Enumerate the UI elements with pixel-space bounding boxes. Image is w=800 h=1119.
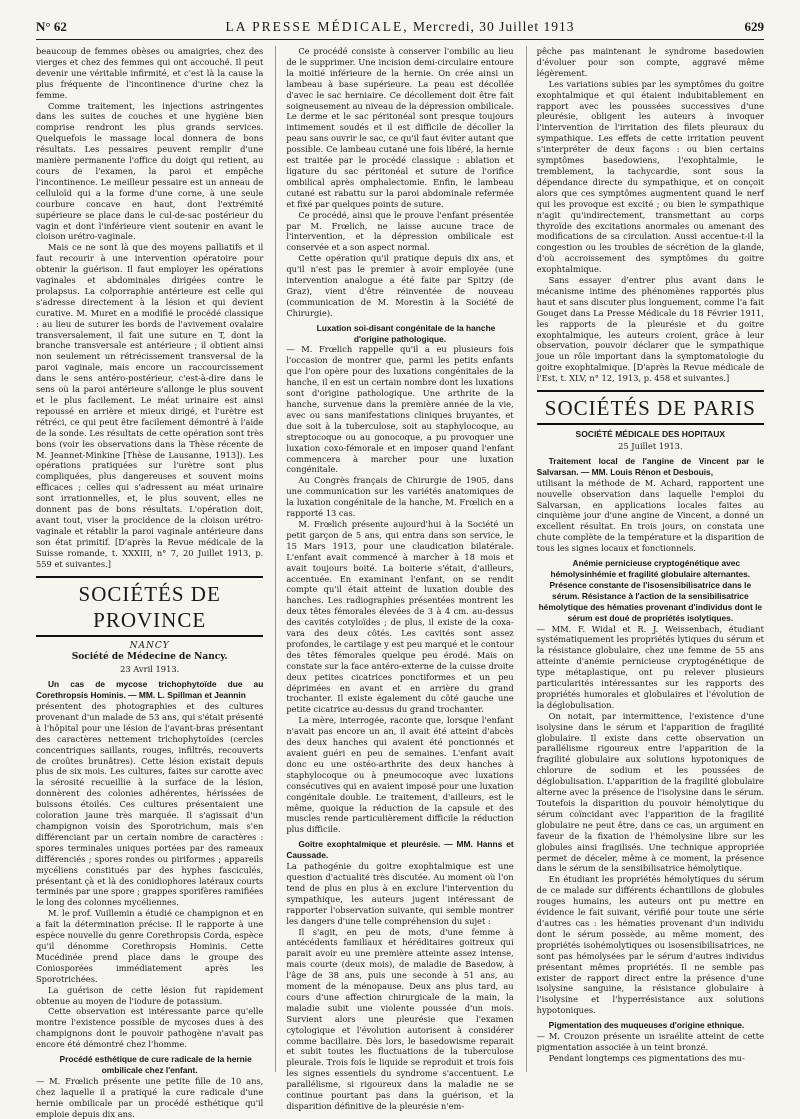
paragraph: — M. Frœlich rappelle qu'il a eu plusieurs fois l'occasion de montrer que, parmi les petits enfants que l'on opère pour des luxations congénitales de la hanche, il en est un certain nombre dont les luxations sont d'origine pathologique. Une arthrite de la hanche, survenue dans la première année de la vie, avec ou sans manifestations cliniques bruyantes, et due soit à la tuberculose, soit au staphylocoque, au streptocoque ou au gonocoque, a pu provoquer une luxation coxo-fémorale et en imposer quand l'enfant commencera à marcher pour une luxation congénitale. bbox=[286, 344, 514, 475]
city-heading: NANCY bbox=[129, 640, 170, 651]
article-title: Luxation soi-disant congénitale de la hanche d'origine pathologique. bbox=[316, 322, 496, 344]
page-number: 629 bbox=[744, 19, 764, 34]
page-header bbox=[36, 14, 764, 40]
section-banner-paris bbox=[537, 390, 764, 425]
session-date: 25 Juillet 1913. bbox=[618, 441, 683, 451]
paragraph: — MM. F. Widal et R. J. Weissenbach, étudiant systématiquement les propriétés lytiques du sérum et la résistance globulaire, chez une femme de 55 ans atteinte d'anémie pernicieuse cryptogénétique de type métaplastique, ont pu relever plusieurs particularités intéressantes sur les rapports des propriétés humorales et globulaires et l'évolution de la déglobulisation. bbox=[536, 623, 764, 710]
article-title: Pigmentation des muqueuses d'origine ethnique. bbox=[548, 1020, 745, 1031]
journal-name: LA PRESSE MÉDICALE, bbox=[225, 19, 409, 34]
paragraph: Pendant longtemps ces pigmentations des mu- bbox=[548, 1052, 745, 1063]
paragraph: Les variations subies par les symptômes du goitre exophtalmique et qui étaient indubitablement en rapport avec les poussées successives d'une pleurésie, obligent les auteurs à invoquer l'intervention de l'irritation des filets pleuraux du sympathique. Les effets de cette irritation peuvent s'interpréter de deux façons : ou bien certains symptômes basedowiens, l'exophtalmie, le tremblement, la tachycardie, sont sous la dépendance directe du sympathique, et on conçoit alors que ces symptômes augmentent quand le nerf qui les provoque est excité ; ou bien le sympathique n'agit qu'indirectement, transmettant au corps thyroïde des excitations anormales ou amenant des modifications de sa circulation. Aussi accentue-t-il la congestion ou les troubles de sécrétion de la glande, d'où accroissement des symptômes du goitre exophtalmique. bbox=[536, 78, 764, 275]
paragraph: présentent des photographies et des cultures provenant d'un malade de 53 ans, qui s'était présenté à l'hôpital pour une lésion de l'avant-bras présentant des caractères nettement trichophytoïdes (cercles concentriques saillants, rouges, infiltrés, recouverts de croûtes brunâtres). Cette lésion existait depuis plus de six mois. Les cultures, faites sur carotte avec la sérosité recueillie à la surface de la lésion, donnèrent des colonies adhérentes, hérissées de buissons étoilés. Ces cultures présentaient une coloration jaune très marquée. Il s'agissait d'un champignon voisin des Sporotrichum, mais s'en différenciant par un certain nombre de caractères : spores terminales uniques portées par des rameaux différenciés ; spores rondes ou piriformes ; appareils mycéliens constitués par des hyphes fasciculés, présentant çà et là des conidiophores latéraux courts terminés par une spore ; grappes sporifères ramifiées le long des colonnes mycéliennes. bbox=[36, 701, 264, 908]
paragraph: En étudiant les propriétés hémolytiques du sérum de ce malade sur différents échantillons de globules rouges humains, les auteurs ont pu mettre en évidence le fait suivant, vérifié pour toute une série d'autres cas : les hématies provenant d'un individu dont le sérum possède, au même moment, des propriétés isohémolytiques ou isosensibilisatrices, ne sont pas hémolysées par le sérum d'autres individus présentant mêmes propriétés. Il ne semble pas exister de rapport direct entre la présence d'une isolysine sanguine, la résistance globulaire à l'isolysine et l'hyperrésistance aux solutions hypotoniques. bbox=[536, 874, 764, 1016]
paragraph: La pathogénie du goitre exophtalmique est une question d'actualité très discutée. Au moment où l'on tend de plus en plus à en exclure l'intervention du sympathique, les auteurs jugent intéressant de rapporter l'observation suivante, qui semble montrer les dangers d'une telle compréhension du sujet : bbox=[286, 861, 514, 926]
paragraph: Il s'agit, en peu de mots, d'une femme à antécédents familiaux et héréditaires goitreux qui parait avoir eu une première atteinte assez intense, mais courte (deux mois), de maladie de Basedow, à l'âge de 38 ans, puis une seconde à 51 ans, au moment de la ménopause. Deux ans plus tard, au cours d'une affection chirurgicale de la main, la maladie subit une violente poussée d'un mois. Survient alors une pleurésie que l'examen cytologique et l'évolution autorisent à considérer comme bacillaire. Dès lors, le basedowisme reparait et subit toutes les fluctuations de la tuberculose pleurale. Trois fois le liquide se reproduit et trois fois les signes essentiels du syndrome s'accentuent. Le parallélisme, si rigoureux dans la maladie ne se continue pourtant pas dans la guérison, et la disparition définitive de la pleurésie n'em- bbox=[286, 926, 514, 1111]
issue-number: N° 62 bbox=[36, 19, 67, 34]
journal-title bbox=[116, 19, 684, 35]
paragraph: La mère, interrogée, raconte que, lorsque l'enfant n'avait pas encore un an, il avait été atteint d'abcès des deux hanches qui avaient été ponctionnés et avaient guéri en peu de semaines. L'enfant avait donc eu une ostéo-arthrite des deux hanches à staphylocoque ou à pneumocoque avec luxations consécutives qui en avaient imposé pour une luxation congénitale double. Le traitement, d'ailleurs, est le même, quoique la réduction de la capsule et des muscles rende particulièrement difficile la réduction plus difficile. bbox=[286, 715, 514, 835]
paragraph: La guérison de cette lésion fut rapidement obtenue au moyen de l'iodure de potassium. bbox=[36, 984, 264, 1006]
paragraph: Cette observation est intéressante parce qu'elle montre l'existence possible de mycoses dues à des champignons dont le pouvoir pathogène n'avait pas encore été démontré chez l'homme. bbox=[36, 1006, 264, 1050]
paragraph: utilisant la méthode de M. Achard, rapportent une nouvelle observation dans laquelle l'emploi du Salvarsan, en applications locales faites au cinquième jour d'une angine de Vincent, a donné un excellent résultat. En trois jours, on constata une chute complète de la température et la disparition de tous les signes locaux et fonctionnels. bbox=[536, 477, 764, 554]
paragraph: pêche pas maintenant le syndrome basedowien d'évoluer pour son compte, aggravé même légèrement. bbox=[536, 46, 764, 78]
column-2 bbox=[275, 46, 514, 1111]
paragraph: Ce procédé consiste à conserver l'ombilic au lieu de le supprimer. Une incision demi-circulaire entoure la moitié inférieure de la hernie. On crée ainsi un lambeau à base supérieure. La peau est décollée d'avec le sac herniaire. Ce décollement doit être fait soigneusement au niveau de la dépression ombilicale. Le derme et le sac péritonéal sont presque toujours intimement soudés et il est difficile de décoller la peau sans ouvrir le sac, ce qu'il faut éviter autant que possible. Ce lambeau cutané une fois libéré, la hernie est traitée par le procédé classique : ablation et ligature du sac péritonéal et suture de l'orifice ombilical après omphalectomie. Enfin, le lambeau cutané est rabattu sur la paroi abdominale refermée et fixé par quelques points de suture. bbox=[286, 46, 514, 209]
article-title: Anémie pernicieuse cryptogénétique avec hémolysinhémie et fragilité globulaire alternantes. Présence constante de l'isosensibilisatrice dans le sérum. Résistance à l'action de la sensibilisatrice hémolytique des hématies provenant d'individus dont le sérum est doué de propriétés isolytiques. bbox=[538, 558, 763, 623]
text-columns bbox=[36, 46, 764, 1119]
paragraph: beaucoup de femmes obèses ou amaigries, chez des vierges et chez des femmes qui ont accouché. Il peut devenir une véritable infirmité, et c'est là la cause la plus fréquente de l'incontinence d'urine chez la femme. bbox=[36, 46, 264, 100]
column-3 bbox=[526, 46, 764, 1072]
paragraph: Comme traitement, les injections astringentes dans les suites de couches et une hygiène bien comprise rendront les plus grands services. Quelquefois le massage local donnera de bons résultats. Les pessaires peuvent remplir d'une manière permanente l'office du doigt qui retient, au cours de l'examen, la paroi et empêche l'incontinence. Le meilleur pessaire est un anneau de celluloïd qui a la forme d'une corne, à une seule courbure concave en haut, dont l'extrémité supérieure se place dans le cul-de-sac postérieur du vagin et dont l'inférieure vient soutenir en avant le cloison urétro-vaginale. bbox=[36, 100, 264, 242]
session-date: 23 Avril 1913. bbox=[120, 664, 180, 675]
paragraph: Ce procédé, ainsi que le prouve l'enfant présentée par M. Frœlich, ne laisse aucune trace de l'intervention, et la dépression ombilicale est conservée et a son aspect normal. bbox=[286, 209, 514, 253]
section-banner-province bbox=[36, 576, 263, 637]
paragraph: On notait, par intermittence, l'existence d'une isolysine dans le sérum et l'apparition de fragilité globulaire. Il existe dans cette observation un parallélisme rigoureux entre l'apparition de la fragilité globulaire aux solutions hypotoniques de chlorure de sodium et les poussées de déglobulisation. L'apparition de la fragilité globulaire alterne avec la présence de l'isolysine dans le sérum. Toutefois la disparition du pouvoir hémolytique du sérum coïncidant avec l'apparition de la fragilité globulaire ne peut être, dans ce cas, un argument en faveur de la fixation de l'hémolysine libre sur les globules ainsi fragilisés. Une technique appropriée permet de déceler, même à ce moment, la présence dans le sérum de la sensibilisatrice hémolytique. bbox=[536, 710, 764, 874]
paragraph: Sans essayer d'entrer plus avant dans le mécanisme intime des phénomènes rapportés plus haut et sans discuter plus longuement, comme l'a fait Gouget dans La Presse Médicale du 18 Février 1911, les rapports de la pleurésie et du goitre exophtalmique, les auteurs croient, grâce à leur observation, pouvoir déclarer que le sympathique joue un rôle important dans la symptomatologie du goitre exophtalmique. [D'après la Revue médicale de l'Est, t. XLV, n° 12, 1913, p. 458 et suivantes.] bbox=[536, 275, 764, 384]
issue-date: Mercredi, 30 Juillet 1913 bbox=[413, 19, 575, 34]
paragraph: Au Congrès français de Chirurgie de 1905, dans une communication sur les variétés anatomiques de la luxation congénitale de la hanche, M. Frœlich en a rapporté 13 cas. bbox=[286, 475, 514, 519]
column-1 bbox=[36, 46, 264, 1119]
paragraph: Mais ce ne sont là que des moyens palliatifs et il faut recourir à une intervention opératoire pour obtenir la guérison. Il faut employer les opérations vaginales et abdominales dirigées contre le prolapsus. La colporraphie antérieure est celle qui s'adresse directement à la lésion et qui devient curative. M. Muret en a modifié le procédé classique : au lieu de suturer les bords de l'avivement ovalaire transversalement, il fait une suture en T, dont la branche transversale est antérieure ; il obtient ainsi non seulement un rétrécissement transversal de la paroi vaginale, mais encore un raccourcissement dans le sens antéro-postérieur, c'est-à-dire dans le sens où la paroi antérieure s'allonge le plus souvent et le plus facilement. Le méat urinaire est ainsi repoussé en arrière et mieux dirigé, et l'urètre est rétréci, ce qui peut être facilement démontré à l'aide de la sonde. Les résultats de cette opération sont très bons (voir les observations dans la Thèse récente de M. Jeannet-Minkine [Thèse de Lausanne, 1913]). Les opérations pratiquées sur l'urètre sont plus compliquées, plus dangereuses et souvent moins efficaces ; celles qui s'adressent au méat urinaire sont irrationnelles, et, le plus souvent, elles ne donnent pas de bons résultats. L'opération doit, avant tout, viser la procidence de la cloison urétro-vaginale et rétablir la paroi vaginale antérieure dans son état primitif. [D'après la Revue médicale de la Suisse romande, t. XXXIII, n° 7, 20 Juillet 1913, p. 559 et suivantes.] bbox=[36, 242, 264, 569]
paragraph: Cette opération qu'il pratique depuis dix ans, et qu'il n'est pas le premier à avoir employée (une intervention analogue a été faite par Spitzy (de Graz), vient d'être réinventée de nouveau (communication de M. Morestin à la Société de Chirurgie). bbox=[286, 253, 514, 318]
paragraph: M. le prof. Vuillemin a étudié ce champignon et en a fait la détermination précise. Il le rapporte à une espèce nouvelle du genre Corethropsis Corda, espèce qu'il dénomme Corethropsis Hominis. Cette Mucédinée prend place dans le groupe des Coniosporées immédiatement après les Sporotrichées. bbox=[36, 908, 264, 984]
paragraph: — M. Frœlich présente une petite fille de 10 ans, chez laquelle il a pratiqué la cure radicale d'une hernie ombilicale par un procédé esthétique qu'il emploie depuis dix ans. bbox=[36, 1075, 264, 1119]
article-title: Traitement local de l'angine de Vincent par le Salvarsan. — MM. Louis Rénon et Desbouis, bbox=[536, 455, 764, 477]
section-title: SOCIÉTÉS DE PARIS bbox=[544, 396, 756, 421]
article-title: Un cas de mycose trichophytoïde due au Corethropsis Hominis. — MM. L. Spillman et Jeannin bbox=[36, 679, 264, 701]
society-name: Société de Médecine de Nancy. bbox=[71, 652, 228, 663]
paragraph: M. Frœlich présente aujourd'hui à la Société un petit garçon de 5 ans, qui entra dans son service, le 15 Mars 1913, pour une claudication bilatérale. L'enfant avait commencé à marcher à 18 mois et avait toujours boité. La boiterie s'était, d'ailleurs, accentuée. En examinant l'enfant, on se rendit compte qu'il était atteint de luxation double des hanches. Les radiographies présentées montrent les deux têtes fémorales élevées de 3 à 4 cm. au-dessus des cavités cotyloïdes ; de plus, il existe de la coxa-vara des deux côtés. Les cavités sont assez profondes, le cartilage y est peu marqué et le contour des têtes fémorales quelque peu érodé. Mais on constate sur la face antéro-externe de la cuisse droite deux petites cicatrices ponctiformes et un peu déprimées en avant et en arrière du grand trochanter. Il existe également du côté gauche une petite cicatrice au-dessus du grand trochanter. bbox=[286, 518, 514, 715]
article-title: Procédé esthétique de cure radicale de la hernie ombilicale chez l'enfant. bbox=[59, 1054, 252, 1075]
society-name: SOCIÉTÉ MÉDICALE DES HOPITAUX bbox=[575, 429, 726, 440]
paragraph: — M. Crouzon présente un israélite atteint de cette pigmentation associée à un teint bronzé. bbox=[536, 1031, 764, 1052]
article-title: Goitre exophtalmique et pleurésie. — MM. Hanns et Caussade. bbox=[286, 839, 514, 861]
section-title: SOCIÉTÉS DE PROVINCE bbox=[78, 581, 221, 632]
